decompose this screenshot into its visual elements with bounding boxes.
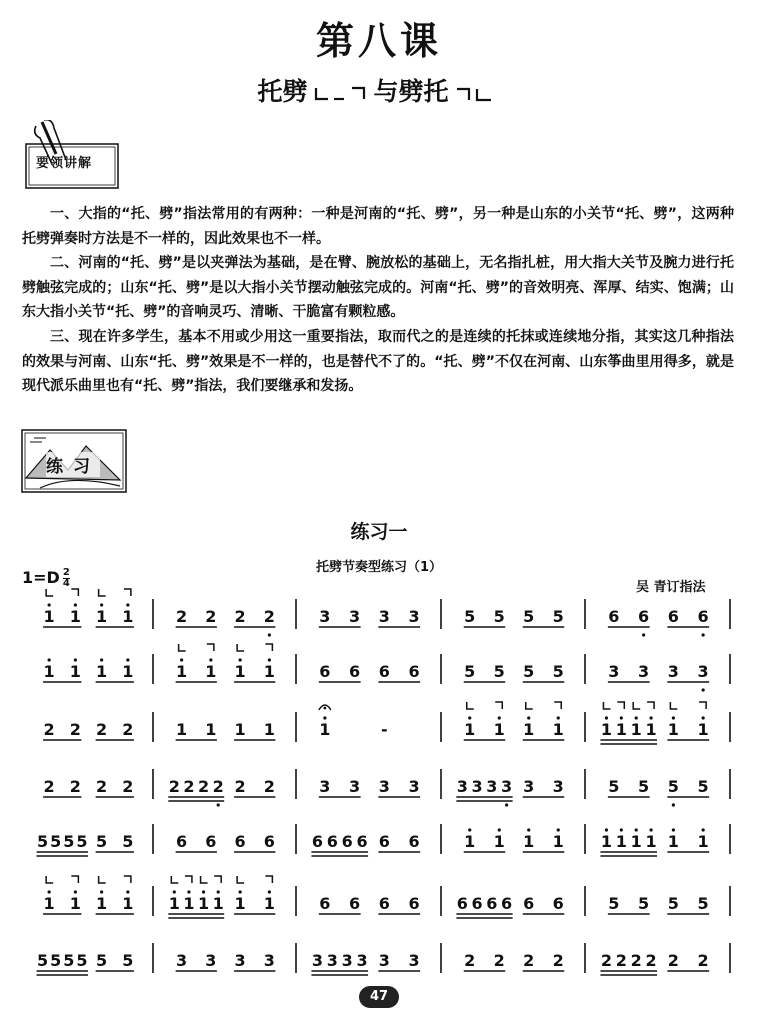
score-note: 2 [234, 607, 246, 626]
score-note: 3 [638, 662, 650, 681]
score-note: 6 [205, 832, 217, 851]
high-octave-dot [635, 828, 638, 831]
score-note: 5 [667, 777, 679, 796]
score-note: 6 [341, 832, 353, 851]
pi-mark [699, 702, 706, 709]
high-octave-dot [202, 890, 205, 893]
tuo-mark [99, 876, 106, 883]
score-note: 2 [96, 720, 108, 739]
key-label: 1=D [22, 568, 60, 587]
score-note: 6 [456, 894, 468, 913]
score-note: 1 [96, 894, 108, 913]
score-note: 1 [523, 720, 535, 739]
score-note: 1 [183, 894, 195, 913]
high-octave-dot [605, 716, 608, 719]
score-note: 2 [122, 777, 134, 796]
score-note: 2 [183, 777, 195, 796]
pi-mark [124, 876, 131, 883]
pi-mark [554, 702, 561, 709]
score-note: 5 [50, 832, 62, 851]
score-note: 1 [234, 720, 246, 739]
score-note: 1 [667, 720, 679, 739]
score-note: 5 [523, 662, 535, 681]
score-note: 1 [645, 832, 657, 851]
page-number: 47 [359, 986, 399, 1008]
score-note: 1 [319, 720, 331, 739]
exercise-subtitle: 托劈节奏型练习（1） [315, 560, 443, 575]
score-note: 2 [96, 777, 108, 796]
high-octave-dot [180, 658, 183, 661]
high-octave-dot [649, 828, 652, 831]
score-note: 3 [486, 777, 498, 796]
high-octave-dot [268, 890, 271, 893]
fingering-credit: 吴 青订指法 [636, 580, 706, 595]
score-note: 5 [552, 607, 564, 626]
score-note: 1 [552, 720, 564, 739]
score-note: 6 [471, 894, 483, 913]
score-note: 6 [501, 894, 513, 913]
high-octave-dot [100, 890, 103, 893]
paragraph-3: 三、现在许多学生，基本不用或少用这一重要指法，取而代之的是连续的托抹或连续地分指，其实这几种指法的效果与河南、山东“托、劈”效果是不一样的，也是替代不了的。“托、劈”不仅在河南、山东筝曲里用得多，就是现代派乐曲里也有“托、劈”指法，我们要继承和发扬。 [22, 328, 734, 395]
score-note: 1 [600, 832, 613, 851]
high-octave-dot [620, 716, 623, 719]
score-note: 6 [408, 832, 420, 851]
score-note: 3 [326, 951, 338, 970]
score-note: 5 [697, 777, 709, 796]
score-note: 2 [667, 951, 679, 970]
tuo-mark [46, 876, 53, 883]
high-octave-dot [620, 828, 623, 831]
score-note: 1 [176, 662, 188, 681]
pi-mark [207, 644, 214, 651]
score-note: 2 [552, 951, 564, 970]
fermata-dot [323, 707, 326, 710]
high-octave-dot [672, 828, 675, 831]
score-note: 2 [600, 951, 613, 970]
tuo-mark [171, 876, 178, 883]
score-note: 3 [319, 607, 331, 626]
high-octave-dot [48, 658, 51, 661]
score-note: 5 [76, 951, 88, 970]
pi-mark [185, 876, 192, 883]
subtitle-part2: 与劈托 [373, 77, 449, 106]
score-note: 1 [122, 607, 134, 626]
score-note: 3 [697, 662, 709, 681]
high-octave-dot [126, 603, 129, 606]
score-note: 6 [234, 832, 246, 851]
score-note: 3 [456, 777, 468, 796]
score-note: 2 [615, 951, 627, 970]
tuo-mark [46, 589, 53, 596]
score-note: 3 [356, 951, 368, 970]
score-note: 6 [378, 894, 390, 913]
score-note: 1 [234, 894, 246, 913]
pi-mark [265, 644, 272, 651]
score-note: 2 [493, 951, 505, 970]
low-octave-dot [217, 803, 220, 806]
score-note: 3 [667, 662, 679, 681]
high-octave-dot [239, 890, 242, 893]
pi-mark [71, 589, 78, 596]
low-octave-dot [268, 633, 271, 636]
score-note: 5 [50, 951, 62, 970]
score-note: 2 [263, 777, 275, 796]
score-note: - [381, 720, 388, 739]
score-note: 6 [697, 607, 709, 626]
score-note: 1 [234, 662, 246, 681]
score-note: 6 [263, 832, 275, 851]
score-note: 3 [263, 951, 275, 970]
high-octave-dot [498, 716, 501, 719]
score-note: 5 [76, 832, 88, 851]
tuo-mark [237, 644, 244, 651]
score-note: 1 [630, 720, 642, 739]
score-note: 6 [319, 662, 331, 681]
score-note: 2 [234, 777, 246, 796]
score-note: 5 [36, 951, 49, 970]
score-note: 1 [69, 607, 81, 626]
score-note: 6 [408, 662, 420, 681]
high-octave-dot [527, 828, 530, 831]
high-octave-dot [74, 890, 77, 893]
score-note: 3 [378, 607, 390, 626]
pi-mark [495, 702, 502, 709]
paragraph-2: 二、河南的“托、劈”是以夹弹法为基础，是在臂、腕放松的基础上，无名指扎桩，用大指大关节及腕力进行托劈触弦完成的；山东“托、劈”是以大指小关节摆动触弦完成的。河南“托、劈”的音效明亮、浑厚、结实、饱满；山东大指小关节“托、劈”的音响灵巧、清晰、干脆富有颗粒感。 [22, 255, 734, 321]
key-points-label: 要领讲解 [36, 156, 93, 171]
score-note: 1 [43, 894, 55, 913]
score-note: 2 [464, 951, 476, 970]
low-octave-dot [672, 803, 675, 806]
score-note: 1 [615, 720, 627, 739]
score-note: 1 [263, 720, 275, 739]
score-note: 1 [615, 832, 627, 851]
score-note: 6 [638, 607, 650, 626]
high-octave-dot [48, 603, 51, 606]
score-note: 5 [667, 894, 679, 913]
score-note: 1 [697, 720, 709, 739]
practice-label: 练习 [46, 452, 100, 477]
high-octave-dot [187, 890, 190, 893]
high-octave-dot [468, 828, 471, 831]
score-note: 5 [464, 662, 476, 681]
score-note: 1 [168, 894, 180, 913]
high-octave-dot [74, 603, 77, 606]
score-note: 1 [43, 662, 55, 681]
low-octave-dot [505, 803, 508, 806]
subtitle-part1: 托劈 [257, 77, 308, 106]
score-note: 1 [69, 894, 81, 913]
score-note: 2 [523, 951, 535, 970]
score-note: 6 [349, 662, 361, 681]
high-octave-dot [100, 658, 103, 661]
high-octave-dot [635, 716, 638, 719]
high-octave-dot [672, 716, 675, 719]
time-top: 2 [62, 567, 70, 578]
score-note: 3 [408, 951, 420, 970]
score-note: 2 [212, 777, 224, 796]
tuo-mark [603, 702, 610, 709]
score-note: 1 [176, 720, 188, 739]
score-note: 1 [645, 720, 657, 739]
high-octave-dot [323, 716, 326, 719]
score-note: 1 [205, 720, 217, 739]
score-note: 2 [69, 777, 81, 796]
high-octave-dot [126, 890, 129, 893]
high-octave-dot [649, 716, 652, 719]
pi-mark [265, 876, 272, 883]
pi-mark [124, 589, 131, 596]
score-note: 3 [471, 777, 483, 796]
high-octave-dot [527, 716, 530, 719]
tuo-mark [201, 876, 208, 883]
score-note: 5 [697, 894, 709, 913]
tuo-mark [237, 876, 244, 883]
score-note: 2 [630, 951, 642, 970]
score-note: 5 [63, 832, 75, 851]
score-note: 1 [69, 662, 81, 681]
score-note: 2 [43, 777, 55, 796]
low-octave-dot [702, 633, 705, 636]
score-note: 2 [197, 777, 210, 796]
score-note: 3 [523, 777, 535, 796]
score-note: 3 [319, 777, 331, 796]
high-octave-dot [498, 828, 501, 831]
score-note: 3 [341, 951, 353, 970]
score-note: 6 [319, 894, 331, 913]
score-note: 3 [349, 607, 361, 626]
high-octave-dot [74, 658, 77, 661]
score-note: 6 [326, 832, 338, 851]
score-note: 5 [523, 607, 535, 626]
score-note: 5 [608, 777, 620, 796]
high-octave-dot [702, 828, 705, 831]
high-octave-dot [173, 890, 176, 893]
score-note: 1 [464, 720, 476, 739]
score-note: 2 [168, 777, 180, 796]
score-note: 6 [378, 662, 390, 681]
score-note: 5 [552, 662, 564, 681]
high-octave-dot [217, 890, 220, 893]
score-note: 2 [263, 607, 275, 626]
lesson-title: 第八课 [315, 18, 442, 63]
score-note: 3 [176, 951, 188, 970]
score-note: 2 [176, 607, 188, 626]
score-note: 1 [523, 832, 535, 851]
time-bottom: 4 [62, 578, 70, 589]
score-note: 3 [552, 777, 564, 796]
low-octave-dot [702, 688, 705, 691]
score-note: 5 [493, 607, 505, 626]
high-octave-dot [605, 828, 608, 831]
score-note: 6 [667, 607, 679, 626]
score-note: 3 [408, 607, 420, 626]
low-octave-dot [642, 633, 645, 636]
score-note: 6 [349, 894, 361, 913]
score-note: 5 [638, 894, 650, 913]
high-octave-dot [268, 658, 271, 661]
score-note: 6 [486, 894, 498, 913]
score-note: 1 [493, 832, 505, 851]
high-octave-dot [702, 716, 705, 719]
pi-mark [214, 876, 221, 883]
score-note: 3 [608, 662, 620, 681]
score-note: 6 [408, 894, 420, 913]
score-note: 5 [122, 951, 134, 970]
score-note: 1 [493, 720, 505, 739]
score-note: 3 [349, 777, 361, 796]
score-note: 2 [205, 607, 217, 626]
score-note: 5 [122, 832, 134, 851]
score-note: 6 [356, 832, 368, 851]
score-note: 3 [378, 951, 390, 970]
score-note: 5 [464, 607, 476, 626]
pi-mark [647, 702, 654, 709]
score-note: 6 [552, 894, 564, 913]
score-note: 1 [122, 894, 134, 913]
score-note: 1 [552, 832, 564, 851]
score-note: 1 [667, 832, 679, 851]
tuo-mark [633, 702, 640, 709]
score-note: 1 [43, 607, 55, 626]
score-note: 5 [63, 951, 75, 970]
score-note: 6 [523, 894, 535, 913]
score-note: 1 [697, 832, 709, 851]
score-note: 1 [600, 720, 613, 739]
score-note: 1 [96, 662, 108, 681]
high-octave-dot [100, 603, 103, 606]
score-note: 1 [197, 894, 210, 913]
score-note: 2 [645, 951, 657, 970]
score-note: 1 [630, 832, 642, 851]
score-note: 6 [311, 832, 324, 851]
score-note: 3 [408, 777, 420, 796]
score-note: 1 [212, 894, 224, 913]
exercise-title: 练习一 [350, 521, 408, 543]
pi-mark [71, 876, 78, 883]
tuo-mark [99, 589, 106, 596]
score-note: 3 [205, 951, 217, 970]
high-octave-dot [126, 658, 129, 661]
tuo-mark [179, 644, 186, 651]
score-note: 5 [96, 951, 108, 970]
tuo-mark [467, 702, 474, 709]
score-note: 2 [697, 951, 709, 970]
pi-mark [617, 702, 624, 709]
score-note: 1 [96, 607, 108, 626]
high-octave-dot [557, 716, 560, 719]
score-note: 5 [638, 777, 650, 796]
score-note: 1 [122, 662, 134, 681]
score-note: 6 [608, 607, 620, 626]
score-note: 1 [263, 662, 275, 681]
high-octave-dot [239, 658, 242, 661]
tuo-mark [670, 702, 677, 709]
high-octave-dot [557, 828, 560, 831]
score-note: 3 [311, 951, 324, 970]
score-note: 2 [122, 720, 134, 739]
score-note: 1 [205, 662, 217, 681]
paragraph-1: 一、大指的“托、劈”指法常用的有两种：一种是河南的“托、劈”，另一种是山东的小关节“托、劈”，这两种托劈弹奏时方法是不一样的，因此效果也不一样。 [22, 206, 734, 247]
high-octave-dot [468, 716, 471, 719]
score-note: 3 [234, 951, 246, 970]
high-octave-dot [209, 658, 212, 661]
score-note: 5 [493, 662, 505, 681]
tuo-mark [526, 702, 533, 709]
score-note: 5 [608, 894, 620, 913]
score-note: 6 [378, 832, 390, 851]
score-note: 1 [263, 894, 275, 913]
score-note: 1 [464, 832, 476, 851]
score-note: 3 [378, 777, 390, 796]
score-note: 5 [36, 832, 49, 851]
score-note: 2 [69, 720, 81, 739]
high-octave-dot [48, 890, 51, 893]
score-note: 5 [96, 832, 108, 851]
score-note: 2 [43, 720, 55, 739]
score-note: 6 [176, 832, 188, 851]
score-note: 3 [501, 777, 513, 796]
